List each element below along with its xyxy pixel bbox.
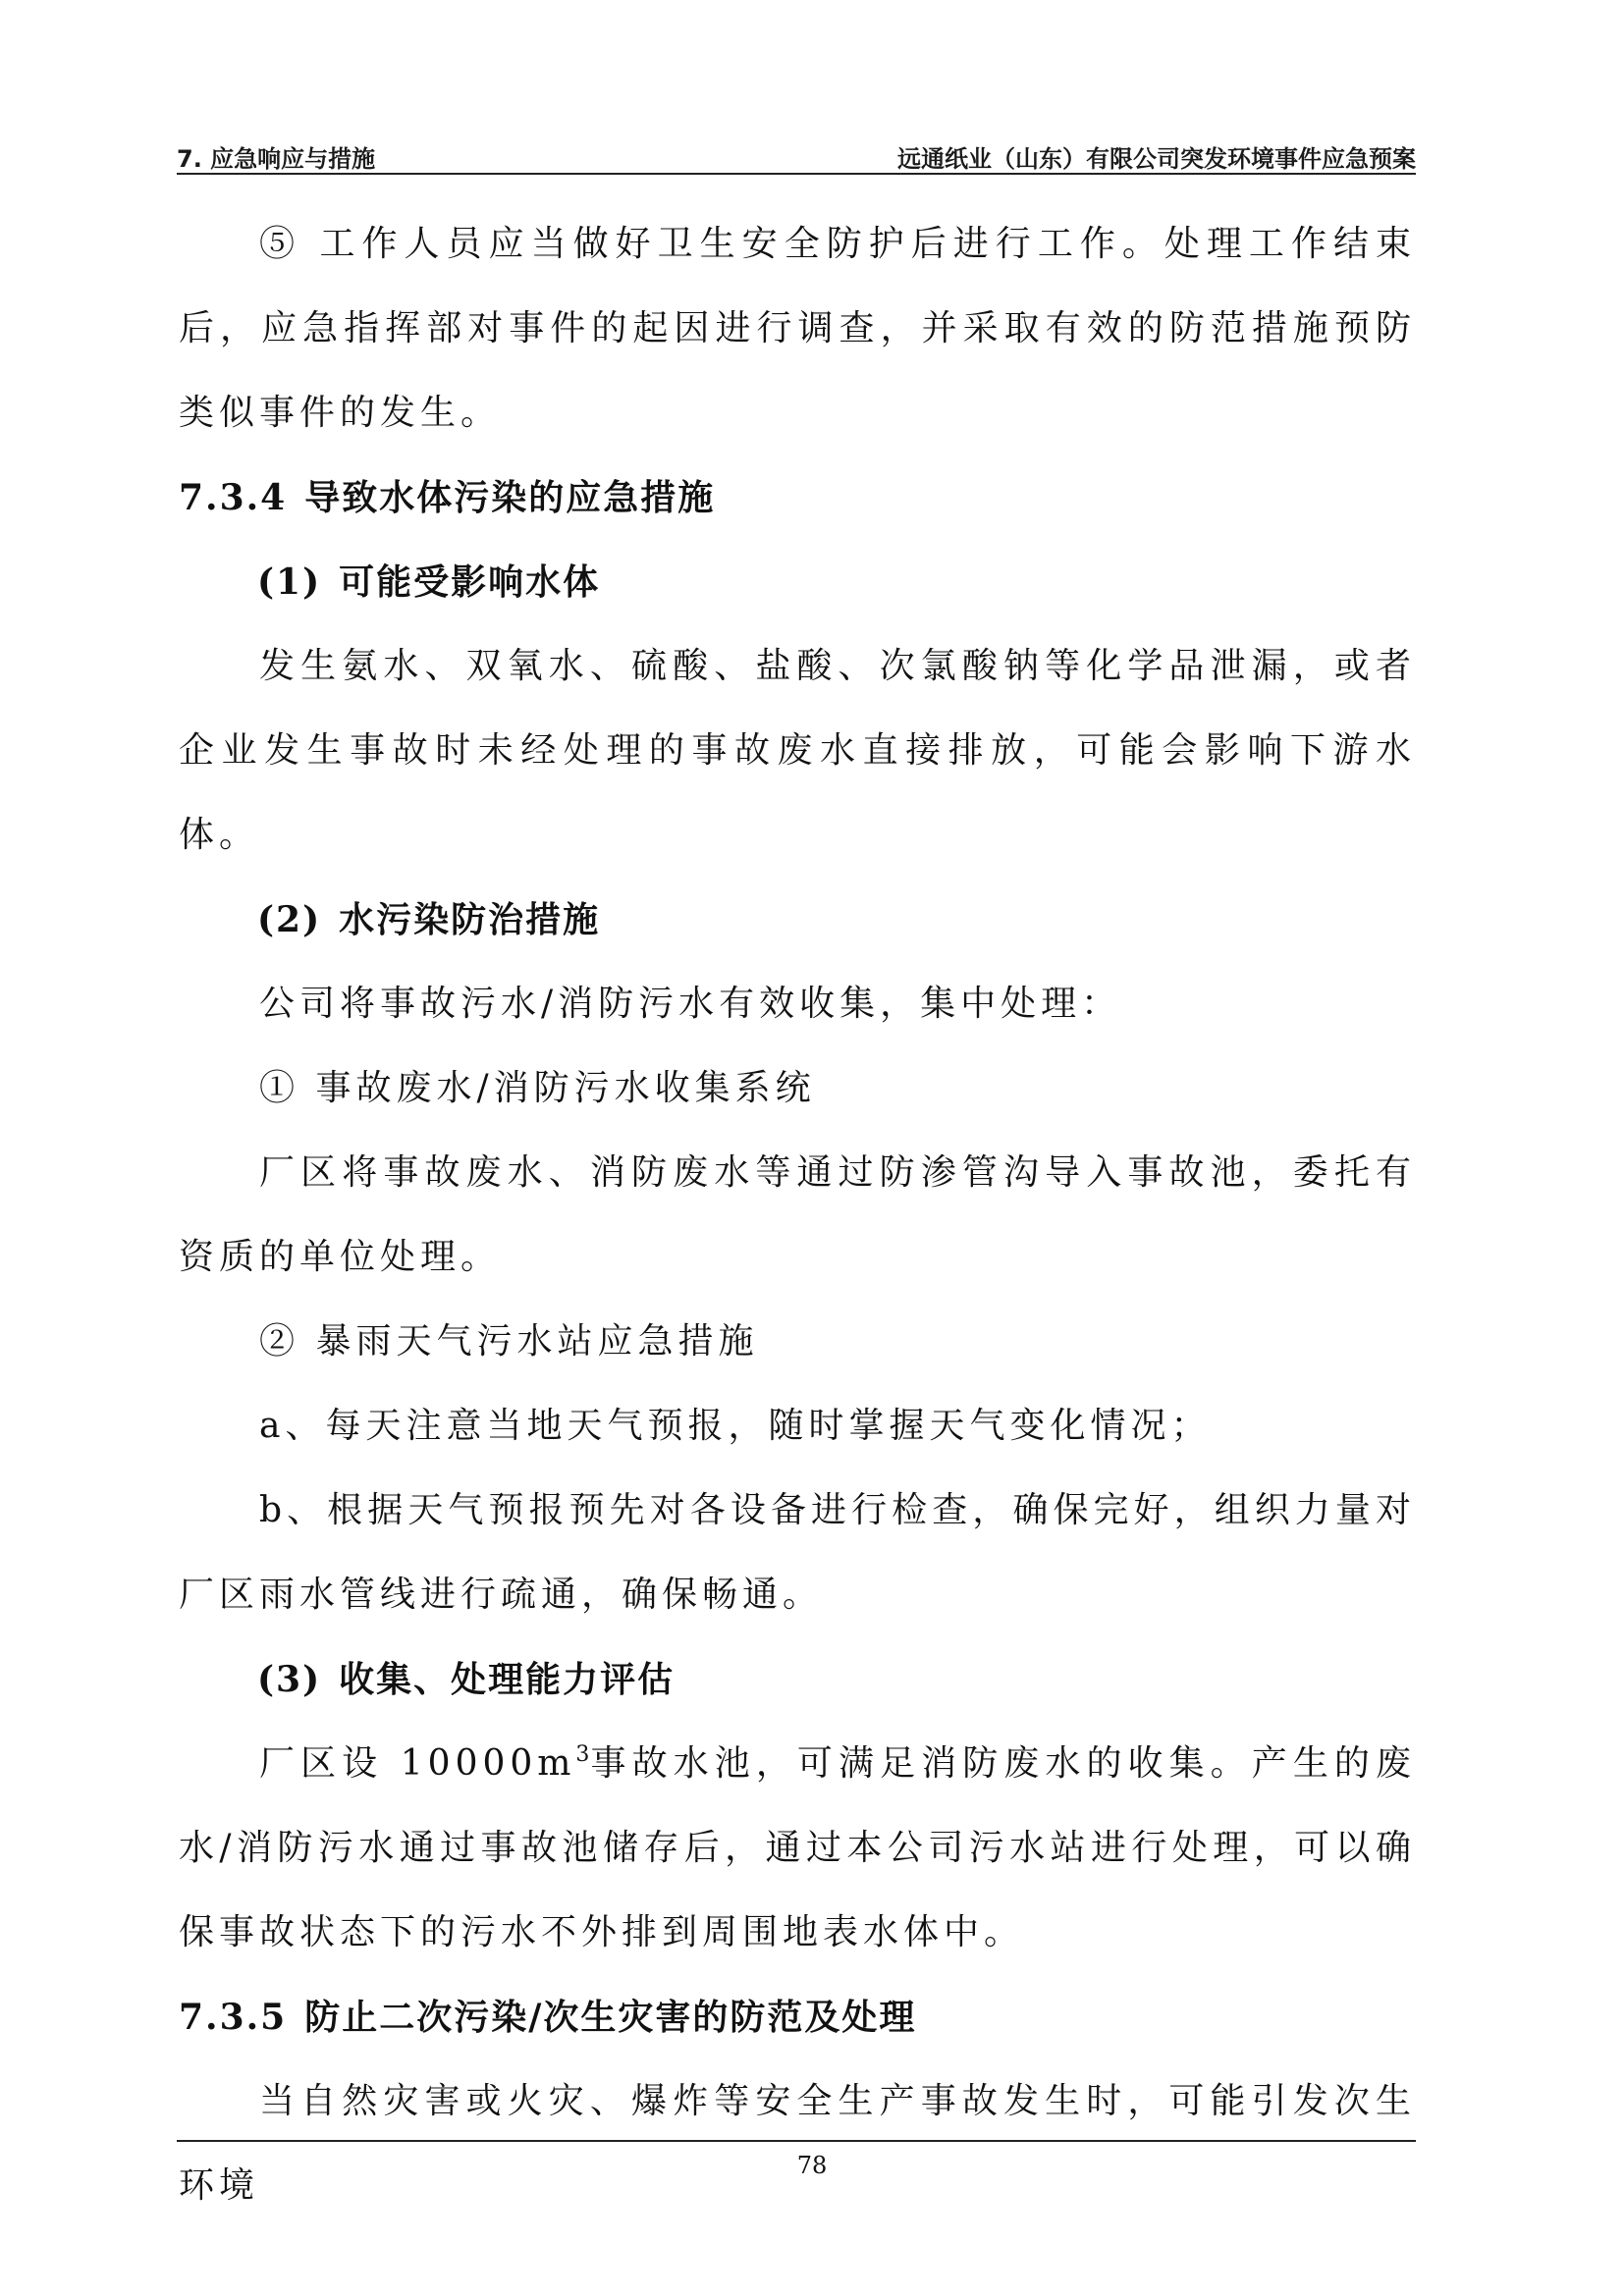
- section-number: 7.3.5: [179, 1997, 288, 2038]
- capacity-text-rest: 事故水池，可满足消防废水的收集。产生的废水/消防污水通过事故池储存后，通过本公司污水站进行处理，可以确保事故状态下的污水不外排到周围地表水体中。: [179, 1743, 1416, 1952]
- paragraph-item-b: b、根据天气预报预先对各设备进行检查，确保完好，组织力量对厂区雨水管线进行疏通，确保畅通。: [179, 1490, 1416, 1615]
- superscript-3: 3: [575, 1742, 590, 1767]
- subsection-title: 收集、处理能力评估: [339, 1659, 676, 1700]
- paragraph-collection-intro: 公司将事故污水/消防污水有效收集，集中处理：: [259, 984, 1122, 1024]
- section-heading-7-3-4: [179, 455, 1416, 540]
- section-number: 7.3.4: [179, 477, 288, 518]
- subsection-title: 水污染防治措施: [339, 899, 601, 940]
- header-document-title: 远通纸业（山东）有限公司突发环境事件应急预案: [897, 145, 1416, 173]
- page-header: [177, 133, 1416, 173]
- page-number: 78: [796, 2152, 828, 2179]
- capacity-text-start: 厂区设 10000m: [259, 1743, 576, 1784]
- paragraph-capacity: [179, 1722, 1416, 1975]
- paragraph-item-2: ② 暴雨天气污水站应急措施: [259, 1321, 759, 1362]
- paragraph-item-1: ① 事故废水/消防污水收集系统: [259, 1068, 816, 1108]
- subsection-number: (1): [257, 561, 322, 603]
- section-title: 导致水体污染的应急措施: [304, 477, 716, 518]
- footer-divider: [177, 2140, 1416, 2142]
- paragraph-collection-system: 厂区将事故废水、消防废水等通过防渗管沟导入事故池，委托有资质的单位处理。: [179, 1152, 1416, 1277]
- subsection-heading-1: [179, 540, 1416, 624]
- subsection-heading-2: [179, 878, 1416, 962]
- header-chapter-title: 7. 应急响应与措施: [177, 145, 376, 173]
- page-body: [179, 202, 1416, 2228]
- paragraph-affected-water: 发生氨水、双氧水、硫酸、盐酸、次氯酸钠等化学品泄漏，或者企业发生事故时未经处理的事故废水直接排放，可能会影响下游水体。: [179, 646, 1416, 855]
- section-heading-7-3-5: [179, 1975, 1416, 2059]
- subsection-heading-3: [179, 1637, 1416, 1722]
- section-title: 防止二次污染/次生灾害的防范及处理: [304, 1997, 917, 2038]
- subsection-number: (3): [257, 1659, 322, 1700]
- subsection-number: (2): [257, 899, 322, 940]
- paragraph-secondary-disaster: 当自然灾害或火灾、爆炸等安全生产事故发生时，可能引发次生环境: [179, 2081, 1416, 2206]
- paragraph-item-5: ⑤ 工作人员应当做好卫生安全防护后进行工作。处理工作结束后，应急指挥部对事件的起因进行调查，并采取有效的防范措施预防类似事件的发生。: [179, 224, 1416, 433]
- header-divider: [177, 173, 1416, 175]
- subsection-title: 可能受影响水体: [339, 561, 601, 603]
- paragraph-item-a: a、每天注意当地天气预报，随时掌握天气变化情况；: [259, 1406, 1212, 1446]
